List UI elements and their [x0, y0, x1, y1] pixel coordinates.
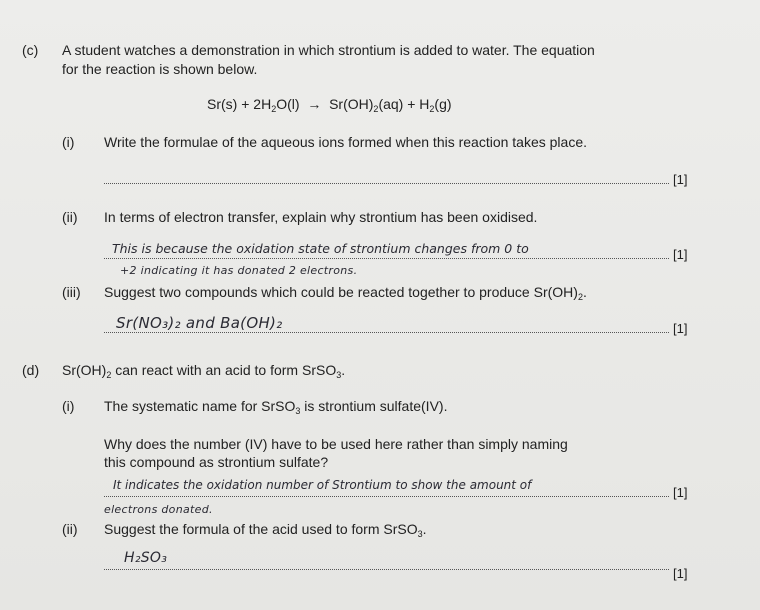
part-d-intro: $Sr(OH)_2$ can react with an acid to form SrSO$_3$. [62, 362, 346, 380]
answer-line-c-iii[interactable] [104, 332, 669, 333]
reaction-equation: $Sr(s) + 2H_2O(l) \to Sr(OH)_2(aq) + H_2(g)$ [207, 96, 452, 114]
reaction-arrow: → [307, 96, 322, 112]
handwritten-answer-c-iii: Sr(NO₃)₂ and Ba(OH)₂ [116, 314, 283, 332]
equation-rhs: Sr(OH) [329, 96, 374, 112]
part-c-label: (c) [22, 42, 39, 58]
equation-lhs: Sr(s) + 2H [207, 96, 272, 112]
handwritten-answer-c-ii-line2: +2 indicating it has donated 2 electrons. [120, 264, 358, 277]
mark-c-i: [1] [673, 172, 688, 187]
mark-c-iii: [1] [673, 321, 688, 336]
part-c-i-question: Write the formulae of the aqueous ions formed when this reaction takes place. [104, 134, 588, 150]
part-c-iii-label: (iii) [62, 284, 81, 300]
part-d-i-label: (i) [62, 398, 75, 414]
part-c-intro-line2: for the reaction is shown below. [62, 61, 258, 77]
part-c-ii-label: (ii) [62, 209, 78, 225]
handwritten-answer-d-i-line2: electrons donated. [104, 503, 213, 516]
part-c-ii-question: In terms of electron transfer, explain why strontium has been oxidised. [104, 209, 538, 225]
part-d-ii-question: Suggest the formula of the acid used to form SrSO$_3$. [104, 521, 427, 539]
part-d-label: (d) [22, 362, 40, 378]
answer-line-c-ii[interactable] [104, 258, 669, 259]
answer-line-d-ii[interactable] [104, 569, 669, 570]
mark-d-ii: [1] [673, 566, 688, 581]
handwritten-answer-d-ii: H₂SO₃ [124, 550, 168, 566]
mark-c-ii: [1] [673, 247, 688, 262]
part-d-ii-label: (ii) [62, 521, 78, 537]
mark-d-i: [1] [673, 485, 688, 500]
part-d-i-question-line3: this compound as strontium sulfate? [104, 454, 329, 470]
part-d-i-question-line1: The systematic name for SrSO$_3$ is strontium sulfate(IV). [104, 398, 448, 416]
handwritten-answer-c-ii-line1: This is because the oxidation state of strontium changes from 0 to [112, 241, 529, 256]
part-c-i-label: (i) [62, 134, 75, 150]
handwritten-answer-d-i-line1: It indicates the oxidation number of Strontium to show the amount of [113, 478, 532, 492]
part-c-iii-question: Suggest two compounds which could be reacted together to produce $Sr(OH)_2$. [104, 284, 587, 302]
answer-line-d-i[interactable] [104, 496, 669, 497]
answer-line-c-i[interactable] [104, 183, 669, 184]
part-d-i-question-line2: Why does the number (IV) have to be used here rather than simply naming [104, 436, 568, 452]
part-c-intro-line1: A student watches a demonstration in which strontium is added to water. The equation [62, 42, 595, 58]
